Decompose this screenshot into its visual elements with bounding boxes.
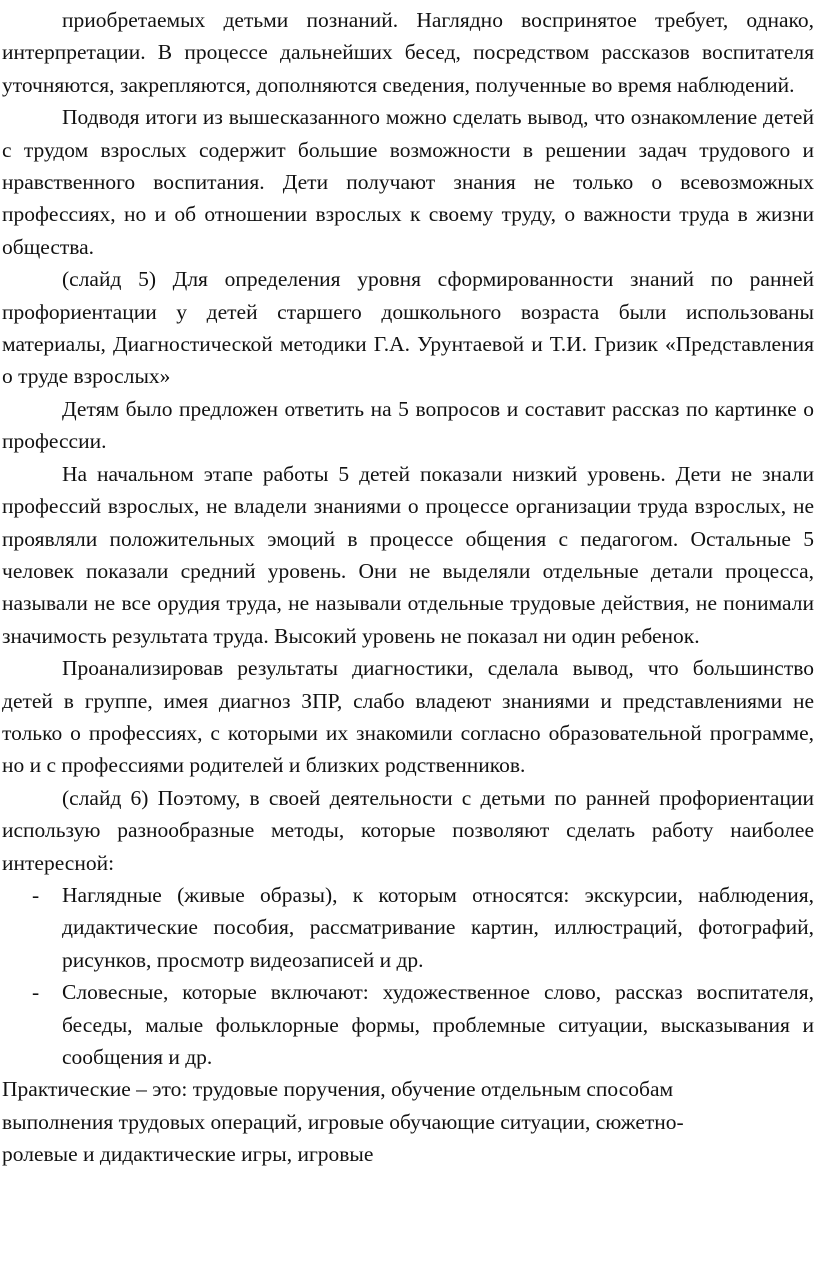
paragraph-continuation: приобретаемых детьми познаний. Наглядно воспринятое требует, однако, интерпретации. В процессе дальнейших бесед, посредством рассказов воспитателя уточняются, закрепляются, дополняются сведения, полученные во время наблюдений. (2, 8, 814, 97)
closing-line: Практические – это: трудовые поручения, обучение отдельным способам (2, 1077, 674, 1102)
list-marker: - (32, 980, 40, 1005)
list-item-verbal (2, 976, 814, 1073)
closing-line: выполнения трудовых операций, игровые обучающие ситуации, сюжетно- (2, 1109, 684, 1134)
paragraph-questions: Детям было предложен ответить на 5 вопросов и составит рассказ по картинке о профессии. (2, 396, 814, 454)
list-marker: - (32, 882, 40, 907)
paragraph-conclusion: Подводя итоги из вышесказанного можно сделать вывод, что ознакомление детей с трудом взрослых содержит большие возможности в решении задач трудового и нравственного воспитания. Дети получают знания не только о всевозможных профессиях, но и об отношении взрослых к своему труду, о важности труда в жизни общества. (2, 105, 814, 259)
paragraph-initial-stage: На начальном этапе работы 5 детей показали низкий уровень. Дети не знали профессий взрослых, не владели знаниями о процессе организации труда взрослых, не проявляли положительных эмоций в процессе общения с педагогом. Остальные 5 человек показали средний уровень. Они не выделяли отдельные детали процесса, называли не все орудия труда, не называли отдельные трудовые действия, не понимали значимость результата труда. Высокий уровень не показал ни один ребенок. (2, 461, 814, 648)
list-item-text: Словесные, которые включают: художественное слово, рассказ воспитателя, беседы, малые фольклорные формы, проблемные ситуации, высказывания и сообщения и др. (62, 980, 814, 1069)
paragraph-analysis: Проанализировав результаты диагностики, сделала вывод, что большинство детей в группе, имея диагноз ЗПР, слабо владеют знаниями и представлениями не только о профессиях, с которыми их знакомили согласно образовательной программе, но и с профессиями родителей и близких родственников. (2, 656, 814, 778)
list-item-text: Наглядные (живые образы), к которым относятся: экскурсии, наблюдения, дидактические пособия, рассматривание картин, иллюстраций, фотографий, рисунков, просмотр видеозаписей и др. (62, 882, 814, 972)
list-item-visual (2, 879, 814, 976)
closing-paragraph (2, 1073, 814, 1170)
closing-line: ролевые и дидактические игры, игровые (2, 1142, 374, 1167)
paragraph-slide-5: (слайд 5) Для определения уровня сформированности знаний по ранней профориентации у детей старшего дошкольного возраста были использованы материалы, Диагностической методики Г.А. Урунтаевой и Т.И. Гризик «Представления о труде взрослых» (2, 267, 814, 389)
methods-list (2, 879, 814, 1073)
paragraph-slide-6: (слайд 6) Поэтому, в своей деятельности с детьми по ранней профориентации использую разнообразные методы, которые позволяют сделать работу наиболее интересной: (2, 785, 814, 875)
